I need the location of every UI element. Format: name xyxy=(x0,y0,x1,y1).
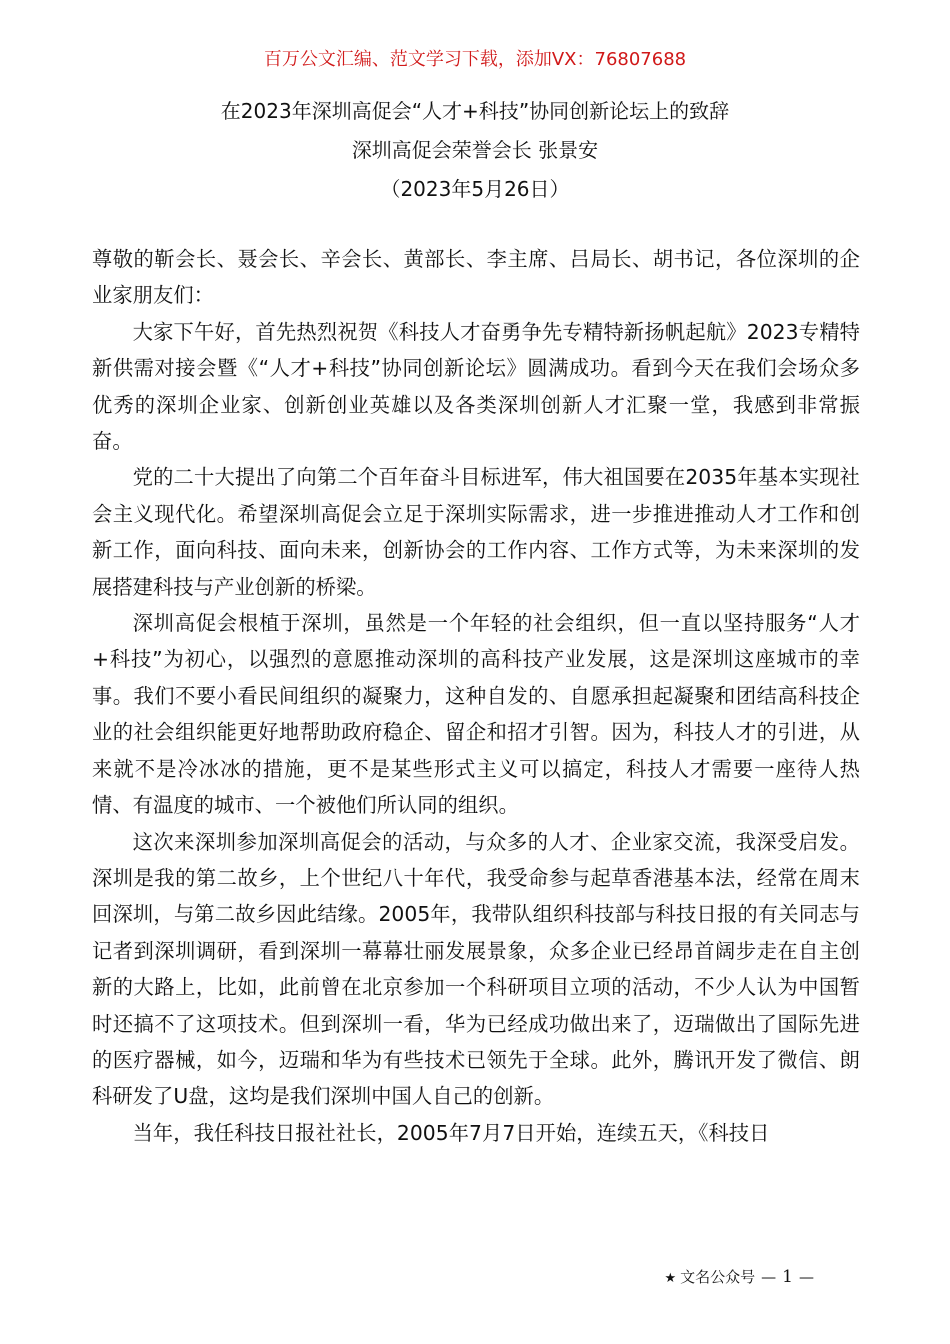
header-watermark-note: 百万公文汇编、范文学习下载，添加VX：76807688 xyxy=(263,49,687,70)
paragraph-4: 这次来深圳参加深圳高促会的活动，与众多的人才、企业家交流，我深受启发。深圳是我的第二故乡，上个世纪八十年代，我受命参与起草香港基本法，经常在周末回深圳，与第二故乡因此结缘。2005年，我带队组织科技部与科技日报的有关同志与记者到深圳调研，看到深圳一幕幕壮丽发展景象，众多企业已经昂首阔步走在自主创新的大路上，比如，此前曾在北京参加一个科研项目立项的活动，不少人认为中国暂时还搞不了这项技术。但到深圳一看，华为已经成功做出来了，迈瑞做出了国际先进的医疗器械，如今，迈瑞和华为有些技术已领先于全球。此外，腾讯开发了微信、朗科研发了U盘，这均是我们深圳中国人自己的创新。 xyxy=(92,829,860,1109)
paragraph-1: 大家下午好，首先热烈祝贺《科技人才奋勇争先专精特新扬帆起航》2023专精特新供需对接会暨《“人才+科技”协同创新论坛》圆满成功。看到今天在我们会场众多优秀的深圳企业家、创新创业英雄以及各类深圳创新人才汇聚一堂，我感到非常振奋。 xyxy=(92,319,860,454)
speaker-line: 深圳高促会荣誉会长 张景安 xyxy=(351,138,599,162)
salutation-paragraph: 尊敬的靳会长、聂会长、辛会长、黄部长、李主席、吕局长、胡书记，各位深圳的企业家朋友们： xyxy=(92,247,860,308)
star-icon: ★ xyxy=(664,1271,677,1286)
page-footer xyxy=(665,1264,821,1292)
title-block xyxy=(0,92,950,209)
footer-dash-left: — xyxy=(761,1268,777,1286)
footer-label: 文名公众号 xyxy=(680,1268,756,1286)
paragraph-2: 党的二十大提出了向第二个百年奋斗目标进军，伟大祖国要在2035年基本实现社会主义现代化。希望深圳高促会立足于深圳实际需求，进一步推进推动人才工作和创新工作，面向科技、面向未来，创新协会的工作内容、工作方式等，为未来深圳的发展搭建科技与产业创新的桥梁。 xyxy=(92,465,860,599)
speech-title: 在2023年深圳高促会“人才+科技”协同创新论坛上的致辞 xyxy=(220,99,730,123)
paragraph-5: 当年，我任科技日报社社长，2005年7月7日开始，连续五天，《科技日 xyxy=(132,1120,770,1145)
paragraph-3: 深圳高促会根植于深圳，虽然是一个年轻的社会组织，但一直以坚持服务“人才+科技”为初心，以强烈的意愿推动深圳的高科技产业发展，这是深圳这座城市的幸事。我们不要小看民间组织的凝聚力，这种自发的、自愿承担起凝聚和团结高科技企业的社会组织能更好地帮助政府稳企、留企和招才引智。因为，科技人才的引进，从来就不是冷冰冰的措施，更不是某些形式主义可以搞定，科技人才需要一座待人热情、有温度的城市、一个被他们所认同的组织。 xyxy=(92,611,860,818)
page-number: 1 xyxy=(782,1267,793,1287)
speech-date: （2023年5月26日） xyxy=(380,177,570,201)
speech-body xyxy=(92,241,860,1151)
footer-dash-right: — xyxy=(799,1268,814,1286)
